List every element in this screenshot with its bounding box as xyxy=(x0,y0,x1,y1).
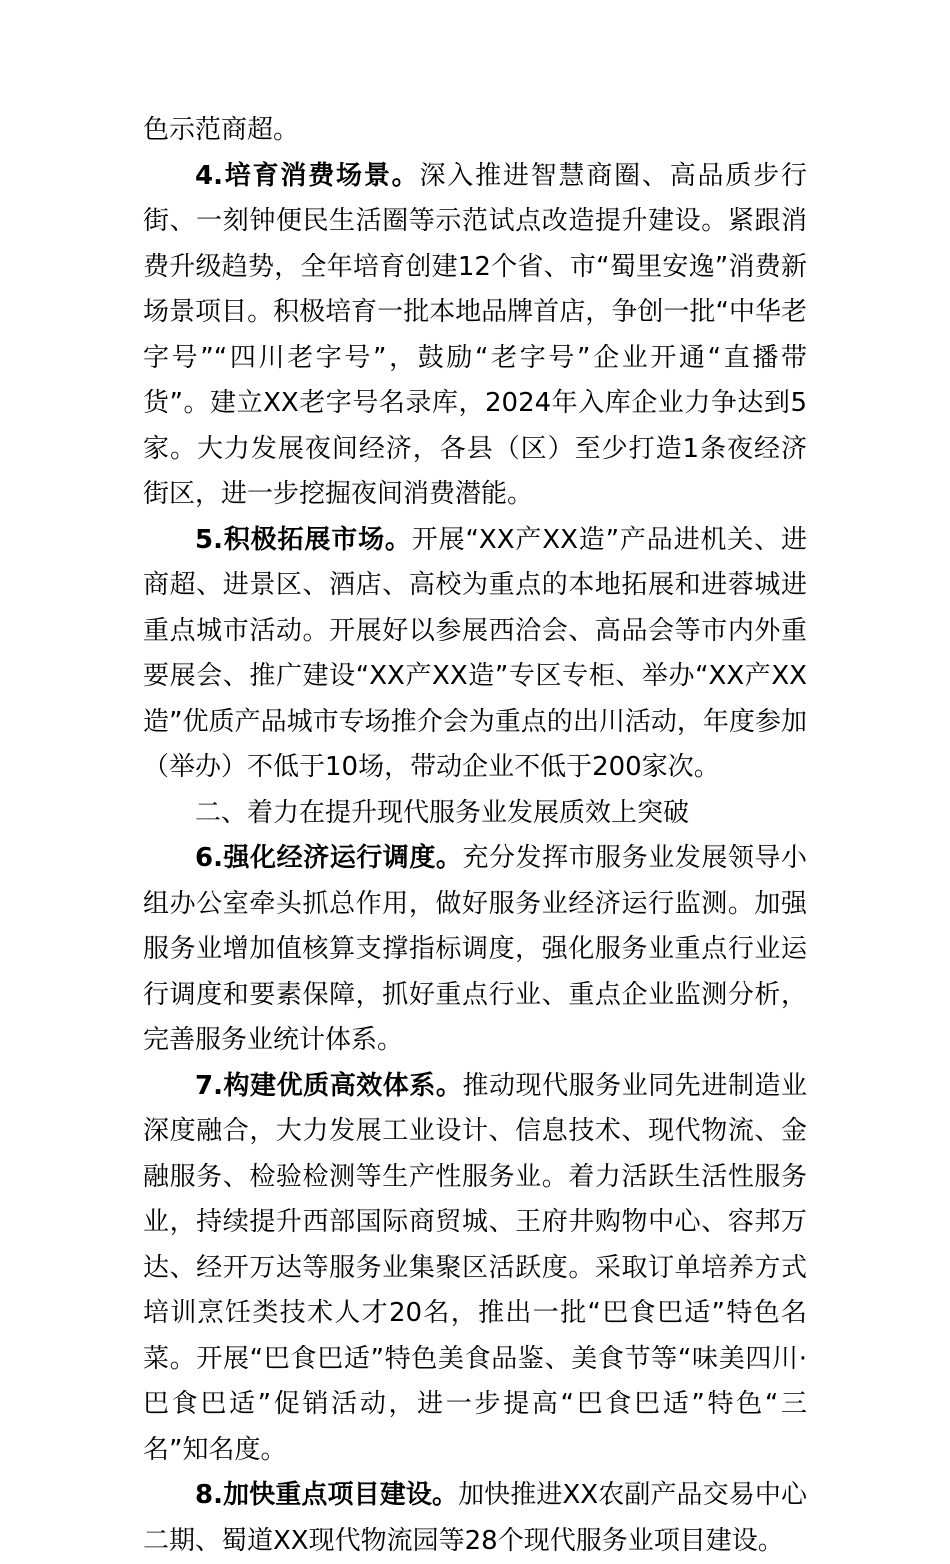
paragraph-item-8 xyxy=(143,1473,807,1564)
paragraph-text: 深入推进智慧商圈、高品质步行街、一刻钟便民生活圈等示范试点改造提升建设。紧跟消费升级趋势，全年培育创建12个省、市“蜀里安逸”消费新场景项目。积极培育一批本地品牌首店，争创一批“中华老字号”“四川老字号”，鼓励“老字号”企业开通“直播带货”。建立XX老字号名录库，2024年入库企业力争达到5家。大力发展夜间经济，各县（区）至少打造1条夜经济街区，进一步挖掘夜间消费潜能。 xyxy=(143,160,807,509)
section-heading-text: 二、着力在提升现代服务业发展质效上突破 xyxy=(195,797,690,828)
paragraph-text: 推动现代服务业同先进制造业深度融合，大力发展工业设计、信息技术、现代物流、金融服务、检验检测等生产性服务业。着力活跃生活性服务业，持续提升西部国际商贸城、王府井购物中心、容邦万达、经开万达等服务业集聚区活跃度。采取订单培养方式培训烹饪类技术人才20名，推出一批“巴食巴适”特色名菜。开展“巴食巴适”特色美食品鉴、美食节等“味美四川·巴食巴适”促销活动，进一步提高“巴食巴适”特色“三名”知名度。 xyxy=(143,1070,807,1465)
paragraph-text: 加快推进XX农副产品交易中心二期、蜀道XX现代物流园等28个现代服务业项目建设。 xyxy=(143,1480,807,1556)
paragraph-text: 充分发挥市服务业发展领导小组办公室牵头抓总作用，做好服务业经济运行监测。加强服务业增加值核算支撑指标调度，强化服务业重点行业运行调度和要素保障，抓好重点行业、重点企业监测分析，完善服务业统计体系。 xyxy=(143,843,807,1055)
item-heading: 7.构建优质高效体系。 xyxy=(195,1070,463,1101)
paragraph-text: 色示范商超。 xyxy=(143,115,300,145)
paragraph-text: 开展“XX产XX造”产品进机关、进商超、进景区、酒店、高校为重点的本地拓展和进蓉城进重点城市活动。开展好以参展西洽会、高品会等市内外重要展会、推广建设“XX产XX造”专区专柜、举办“XX产XX造”优质产品城市专场推介会为重点的出川活动，年度参加（举办）不低于10场，带动企业不低于200家次。 xyxy=(143,524,807,782)
paragraph-item-5 xyxy=(143,518,807,791)
paragraph-item-6 xyxy=(143,836,807,1064)
section-heading xyxy=(143,791,807,837)
paragraph-continuation xyxy=(143,108,807,154)
paragraph-item-4 xyxy=(143,154,807,518)
document-body xyxy=(143,108,807,1564)
item-heading: 4.培育消费场景。 xyxy=(195,160,420,191)
item-heading: 6.强化经济运行调度。 xyxy=(195,843,463,873)
item-heading: 5.积极拓展市场。 xyxy=(195,524,412,555)
item-heading: 8.加快重点项目建设。 xyxy=(195,1480,459,1510)
paragraph-item-7 xyxy=(143,1064,807,1474)
